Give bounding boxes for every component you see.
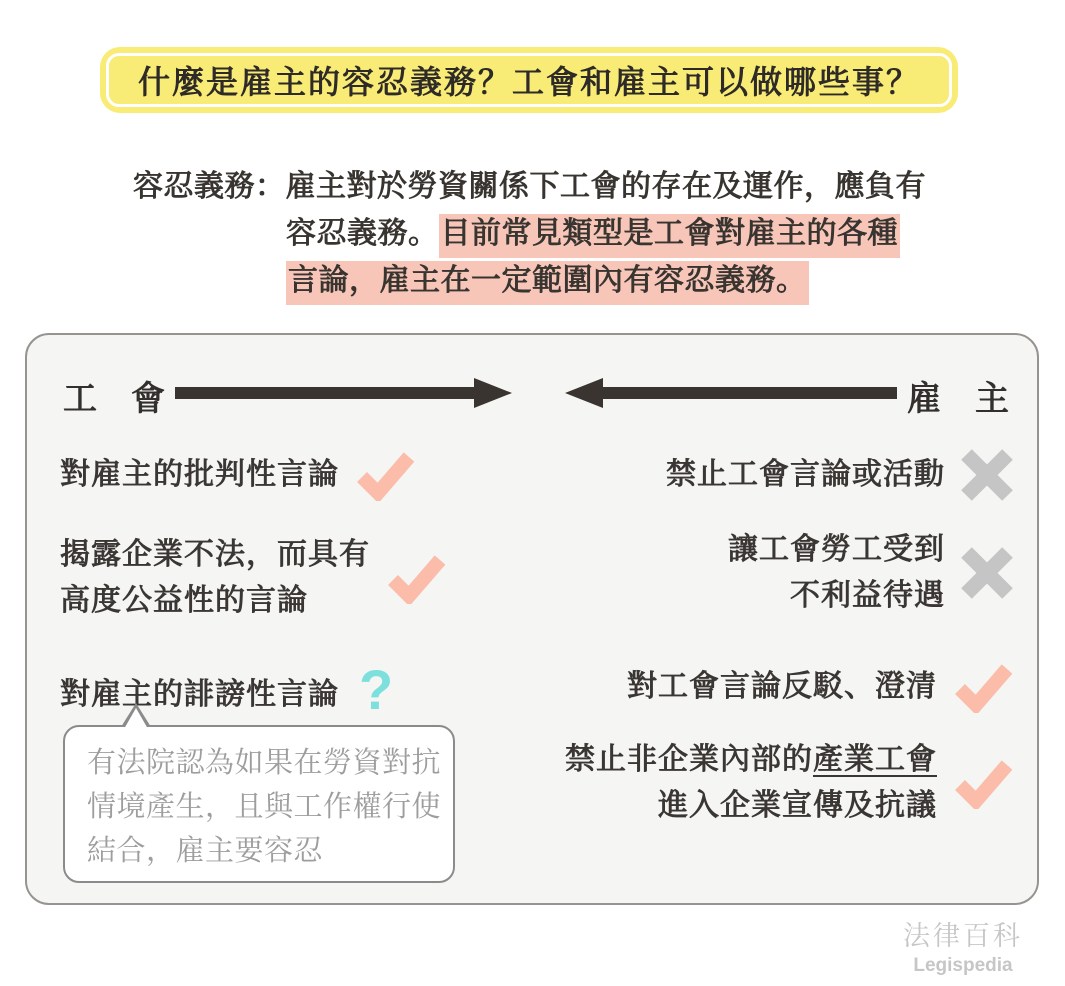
item-text-line-2: 不利益待遇 — [790, 579, 945, 612]
right-arrow-icon — [175, 378, 512, 408]
item-text-line-2: 高度公益性的言論 — [60, 584, 308, 617]
intro-line-3 — [133, 257, 963, 304]
comparison-panel — [25, 333, 1039, 905]
intro-paragraph — [133, 163, 963, 304]
intro-line-2-highlight: 目前常見類型是工會對雇主的各種 — [439, 214, 901, 258]
item-text-line-1 — [565, 737, 937, 783]
intro-line-1-text: 雇主對於勞資關係下工會的存在及運作，應負有 — [285, 170, 926, 203]
intro-line-3-highlight: 言論，雇主在一定範圍內有容忍義務。 — [286, 261, 809, 305]
check-icon — [953, 661, 1013, 713]
employer-header: 雇 主 — [907, 380, 1009, 418]
intro-line-1 — [133, 163, 963, 210]
item-text-line-1: 揭露企業不法，而具有 — [60, 538, 370, 571]
union-header: 工 會 — [63, 380, 165, 418]
intro-term-label: 容忍義務： — [133, 170, 286, 203]
union-item-defamatory-speech — [60, 658, 394, 727]
court-note-bubble — [63, 725, 455, 883]
left-arrow-icon — [565, 378, 897, 408]
brand-name-en: Legispedia — [913, 955, 1013, 976]
item-text: 禁止工會言論或活動 — [666, 458, 945, 491]
item-text-line-1: 讓工會勞工受到 — [728, 533, 945, 566]
brand-logo — [903, 914, 1023, 977]
bubble-line-3: 結合，雇主要容忍 — [87, 835, 324, 867]
union-item-critical-speech — [60, 449, 415, 501]
brand-name-zh: 法律百科 — [903, 921, 1023, 951]
page-title: 什麼是雇主的容忍義務？工會和雇主可以做哪些事？ — [137, 64, 920, 100]
employer-item-ban-speech — [666, 449, 1013, 501]
item-text-pre: 禁止非企業內部的 — [565, 743, 813, 776]
check-icon — [386, 552, 446, 604]
item-text: 對工會言論反駁、澄清 — [627, 670, 937, 703]
cross-icon — [961, 449, 1013, 501]
intro-line-2-plain: 容忍義務。 — [286, 217, 439, 250]
intro-line-2 — [133, 210, 963, 257]
bubble-line-2: 情境產生，且與工作權行使 — [87, 791, 442, 823]
question-mark-icon: ? — [359, 658, 394, 721]
title-banner — [100, 47, 958, 113]
item-text: 對雇主的批判性言論 — [60, 458, 339, 491]
check-icon — [953, 757, 1013, 809]
employer-item-unfavorable-treatment — [728, 527, 1013, 619]
employer-item-ban-industrial-union — [565, 737, 1013, 829]
union-item-public-interest-speech — [60, 532, 446, 624]
item-text-underlined: 產業工會 — [813, 743, 937, 776]
check-icon — [355, 449, 415, 501]
item-text-line-2: 進入企業宣傳及抗議 — [658, 789, 937, 822]
cross-icon — [961, 547, 1013, 599]
bubble-line-1: 有法院認為如果在勞資對抗 — [87, 747, 442, 779]
item-text: 對雇主的誹謗性言論 — [60, 677, 339, 711]
employer-item-rebut-clarify — [627, 661, 1013, 713]
